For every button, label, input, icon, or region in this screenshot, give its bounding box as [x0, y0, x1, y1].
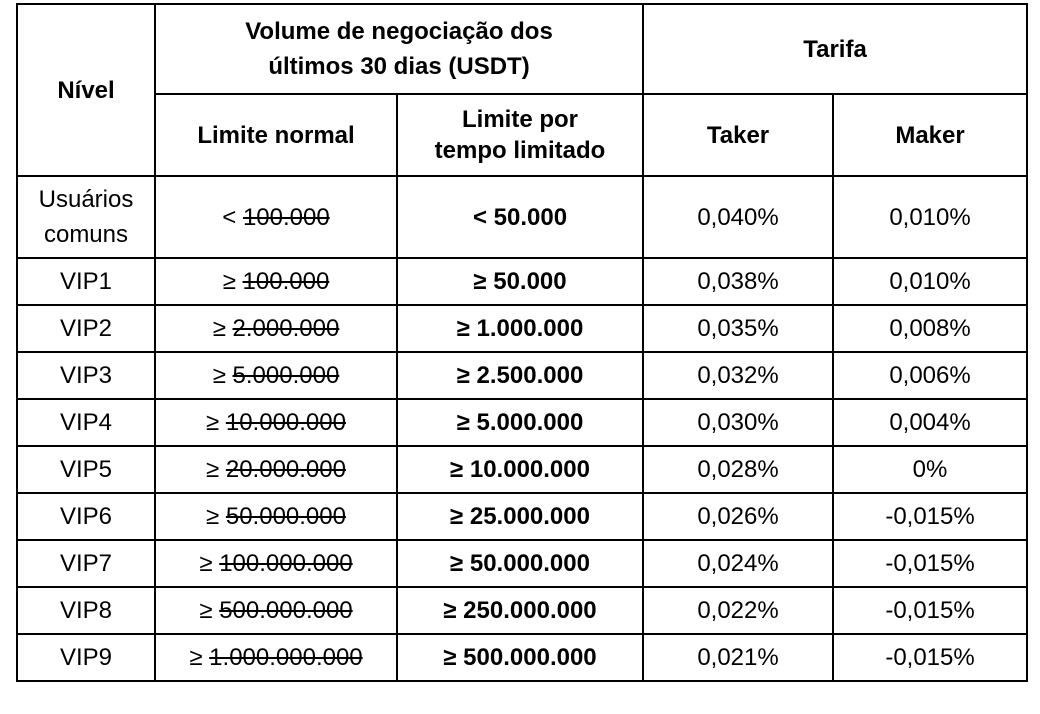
maker-cell — [833, 399, 1027, 446]
promo-limit-value: ≥ 2.500.000 — [456, 362, 584, 389]
table-row — [17, 399, 1027, 446]
taker-value: 0,032% — [697, 362, 779, 389]
level-cell — [17, 587, 155, 634]
normal-limit-value: 2.000.000 — [232, 315, 340, 342]
maker-cell — [833, 305, 1027, 352]
header-volume-line1: Volume de negociação dos — [245, 18, 553, 45]
level-value: VIP7 — [59, 550, 113, 577]
promo-limit-cell — [397, 352, 643, 399]
normal-limit-value: 10.000.000 — [225, 409, 346, 436]
normal-limit-value: 100.000 — [242, 203, 330, 231]
taker-cell — [643, 305, 833, 352]
taker-value: 0,024% — [697, 550, 779, 577]
level-cell — [17, 540, 155, 587]
promo-limit-cell — [397, 176, 643, 258]
maker-value: 0,010% — [889, 268, 971, 295]
level-cell — [17, 493, 155, 540]
table-row — [17, 634, 1027, 681]
maker-cell — [833, 540, 1027, 587]
table-row — [17, 446, 1027, 493]
normal-limit-op: ≥ — [189, 644, 203, 671]
header-maker-label: Maker — [895, 121, 965, 149]
maker-value: 0% — [912, 456, 948, 483]
normal-limit-value: 5.000.000 — [232, 362, 340, 389]
table-row — [17, 493, 1027, 540]
taker-cell — [643, 176, 833, 258]
taker-cell — [643, 634, 833, 681]
normal-limit-value: 100.000.000 — [219, 550, 353, 577]
maker-cell — [833, 634, 1027, 681]
level-cell — [17, 399, 155, 446]
header-row-2 — [17, 94, 1027, 176]
maker-value: 0,004% — [889, 409, 971, 436]
maker-value: -0,015% — [885, 644, 975, 671]
normal-limit-op: ≥ — [199, 597, 213, 624]
maker-value: -0,015% — [885, 550, 975, 577]
level-value: VIP3 — [59, 362, 113, 389]
taker-cell — [643, 540, 833, 587]
promo-limit-cell — [397, 399, 643, 446]
taker-value: 0,026% — [697, 503, 779, 530]
header-limited-time-line2: tempo limitado — [434, 137, 606, 164]
normal-limit-op: ≥ — [206, 456, 220, 483]
normal-limit-cell — [155, 493, 397, 540]
level-value: VIP2 — [59, 315, 113, 342]
header-fee-label: Tarifa — [803, 35, 867, 63]
maker-cell — [833, 352, 1027, 399]
level-cell — [17, 176, 155, 258]
taker-value: 0,021% — [697, 644, 779, 671]
maker-value: 0,010% — [889, 203, 971, 231]
maker-cell — [833, 176, 1027, 258]
header-normal-limit-label: Limite normal — [197, 121, 355, 149]
promo-limit-cell — [397, 540, 643, 587]
taker-cell — [643, 352, 833, 399]
taker-value: 0,040% — [697, 203, 779, 231]
promo-limit-value: ≥ 500.000.000 — [443, 644, 597, 671]
normal-limit-cell — [155, 399, 397, 446]
level-cell — [17, 352, 155, 399]
normal-limit-value: 50.000.000 — [225, 503, 346, 530]
taker-cell — [643, 493, 833, 540]
normal-limit-cell — [155, 446, 397, 493]
normal-limit-op: ≥ — [199, 550, 213, 577]
level-line1: Usuários — [38, 186, 134, 213]
table-row — [17, 258, 1027, 305]
normal-limit-op: ≥ — [206, 409, 220, 436]
table-row — [17, 176, 1027, 258]
level-value: VIP4 — [59, 409, 113, 436]
promo-limit-cell — [397, 634, 643, 681]
normal-limit-op: < — [222, 203, 237, 231]
normal-limit-value: 500.000.000 — [219, 597, 353, 624]
header-level — [17, 4, 155, 176]
header-volume — [155, 4, 643, 94]
maker-cell — [833, 258, 1027, 305]
promo-limit-value: ≥ 250.000.000 — [443, 597, 597, 624]
promo-limit-cell — [397, 258, 643, 305]
maker-cell — [833, 587, 1027, 634]
promo-limit-value: ≥ 1.000.000 — [456, 315, 584, 342]
level-value: VIP9 — [59, 644, 113, 671]
header-volume-line2: últimos 30 dias (USDT) — [268, 53, 530, 80]
header-row-1 — [17, 4, 1027, 94]
normal-limit-value: 20.000.000 — [225, 456, 346, 483]
level-cell — [17, 258, 155, 305]
maker-cell — [833, 446, 1027, 493]
header-limited-time — [397, 94, 643, 176]
taker-cell — [643, 258, 833, 305]
normal-limit-op: ≥ — [206, 503, 220, 530]
header-level-label: Nível — [57, 76, 115, 104]
promo-limit-value: ≥ 50.000.000 — [450, 550, 590, 577]
normal-limit-value: 100.000 — [242, 268, 330, 295]
level-line2: comuns — [43, 221, 129, 248]
table-row — [17, 352, 1027, 399]
normal-limit-cell — [155, 305, 397, 352]
maker-value: 0,008% — [889, 315, 971, 342]
normal-limit-cell — [155, 258, 397, 305]
fee-tier-table — [16, 3, 1028, 682]
normal-limit-value: 1.000.000.000 — [209, 644, 363, 671]
taker-value: 0,028% — [697, 456, 779, 483]
level-value: VIP6 — [59, 503, 113, 530]
normal-limit-op: ≥ — [212, 315, 226, 342]
maker-value: -0,015% — [885, 597, 975, 624]
header-maker — [833, 94, 1027, 176]
promo-limit-value: ≥ 25.000.000 — [450, 503, 590, 530]
promo-limit-value: < 50.000 — [472, 203, 568, 231]
header-limited-time-line1: Limite por — [462, 106, 579, 133]
maker-value: -0,015% — [885, 503, 975, 530]
promo-limit-cell — [397, 446, 643, 493]
promo-limit-cell — [397, 493, 643, 540]
header-taker-label: Taker — [706, 121, 770, 149]
taker-value: 0,035% — [697, 315, 779, 342]
taker-cell — [643, 446, 833, 493]
taker-cell — [643, 399, 833, 446]
taker-value: 0,022% — [697, 597, 779, 624]
level-value: VIP1 — [59, 268, 113, 295]
taker-value: 0,030% — [697, 409, 779, 436]
promo-limit-value: ≥ 50.000 — [473, 268, 567, 295]
normal-limit-cell — [155, 587, 397, 634]
normal-limit-cell — [155, 176, 397, 258]
table-row — [17, 305, 1027, 352]
header-fee — [643, 4, 1027, 94]
header-taker — [643, 94, 833, 176]
promo-limit-cell — [397, 305, 643, 352]
header-normal-limit — [155, 94, 397, 176]
level-cell — [17, 446, 155, 493]
level-value: VIP8 — [59, 597, 113, 624]
promo-limit-cell — [397, 587, 643, 634]
maker-value: 0,006% — [889, 362, 971, 389]
level-cell — [17, 305, 155, 352]
promo-limit-value: ≥ 10.000.000 — [450, 456, 590, 483]
table-row — [17, 540, 1027, 587]
taker-value: 0,038% — [697, 268, 779, 295]
maker-cell — [833, 493, 1027, 540]
promo-limit-value: ≥ 5.000.000 — [456, 409, 584, 436]
normal-limit-op: ≥ — [222, 268, 236, 295]
normal-limit-op: ≥ — [212, 362, 226, 389]
level-cell — [17, 634, 155, 681]
normal-limit-cell — [155, 634, 397, 681]
normal-limit-cell — [155, 352, 397, 399]
table-row — [17, 587, 1027, 634]
normal-limit-cell — [155, 540, 397, 587]
taker-cell — [643, 587, 833, 634]
level-value: VIP5 — [59, 456, 113, 483]
